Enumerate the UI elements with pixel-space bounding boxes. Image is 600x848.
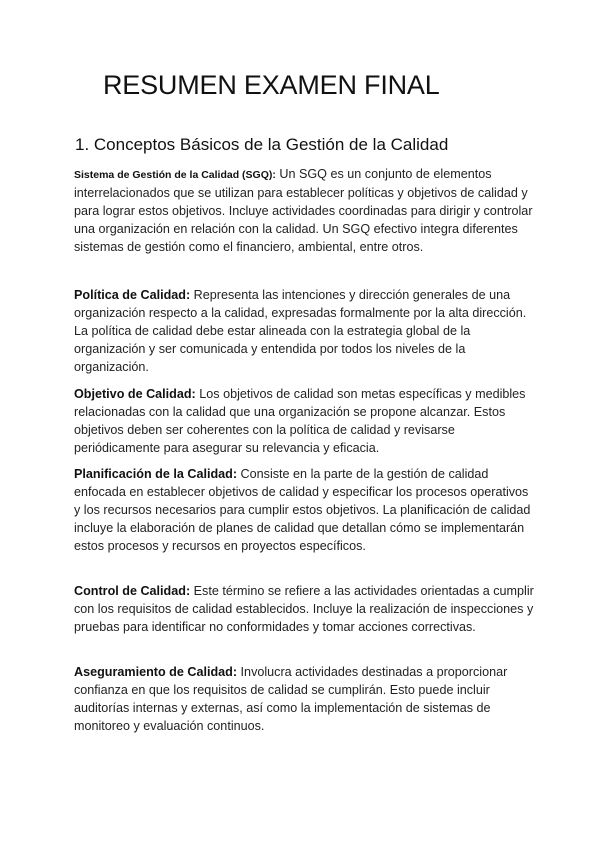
paragraph-objetivo (74, 385, 536, 457)
term-politica: Política de Calidad: (74, 288, 191, 302)
paragraph-planificacion (74, 465, 536, 555)
paragraph-aseguramiento (74, 663, 536, 735)
definition-control: Este término se refiere a las actividades orientadas a cumplir con los requisitos de calidad establecidos. Incluye la realización de inspecciones y pruebas para identificar no conformidades y tomar acciones correctivas. (74, 584, 534, 634)
definition-planificacion: Consiste en la parte de la gestión de calidad enfocada en establecer objetivos de calidad y especificar los procesos operativos y los recursos necesarios para cumplir estos objetivos. La planificación de calidad incluye la elaboración de planes de calidad que detallan cómo se implementarán estos procesos y recursos en proyectos específicos. (74, 467, 531, 553)
paragraph-control (74, 582, 536, 636)
definition-objetivo: Los objetivos de calidad son metas específicas y medibles relacionadas con la calidad que una organización se propone alcanzar. Estos objetivos deben ser coherentes con la política de calidad y revisarse periódicamente para asegurar su relevancia y eficacia. (74, 387, 526, 455)
definition-sgq: Un SGQ es un conjunto de elementos interrelacionados que se utilizan para establecer políticas y objetivos de calidad y para lograr estos objetivos. Incluye actividades coordinadas para dirigir y controlar una organización en relación con la calidad. Un SGQ efectivo integra diferentes sistemas de gestión como el financiero, ambiental, entre otros. (74, 167, 533, 254)
term-sgq: Sistema de Gestión de la Calidad (SGQ): (74, 169, 276, 181)
paragraph-sgq (74, 165, 536, 256)
definition-aseguramiento: Involucra actividades destinadas a proporcionar confianza en que los requisitos de calidad se cumplirán. Esto puede incluir auditorías internas y externas, así como la implementación de sistemas de monitoreo y evaluación continuos. (74, 665, 508, 733)
term-aseguramiento: Aseguramiento de Calidad: (74, 665, 238, 679)
document-title: RESUMEN EXAMEN FINAL (103, 70, 440, 100)
term-planificacion: Planificación de la Calidad: (74, 467, 238, 481)
term-control: Control de Calidad: (74, 584, 191, 598)
term-objetivo: Objetivo de Calidad: (74, 387, 196, 401)
section-heading: 1. Conceptos Básicos de la Gestión de la Calidad (75, 135, 449, 154)
paragraph-politica (74, 286, 536, 376)
definition-politica: Representa las intenciones y dirección generales de una organización respecto a la calidad, expresadas formalmente por la alta dirección. La política de calidad debe estar alineada con la estrategia global de la organización y ser comunicada y entendida por todos los niveles de la organización. (74, 288, 527, 374)
